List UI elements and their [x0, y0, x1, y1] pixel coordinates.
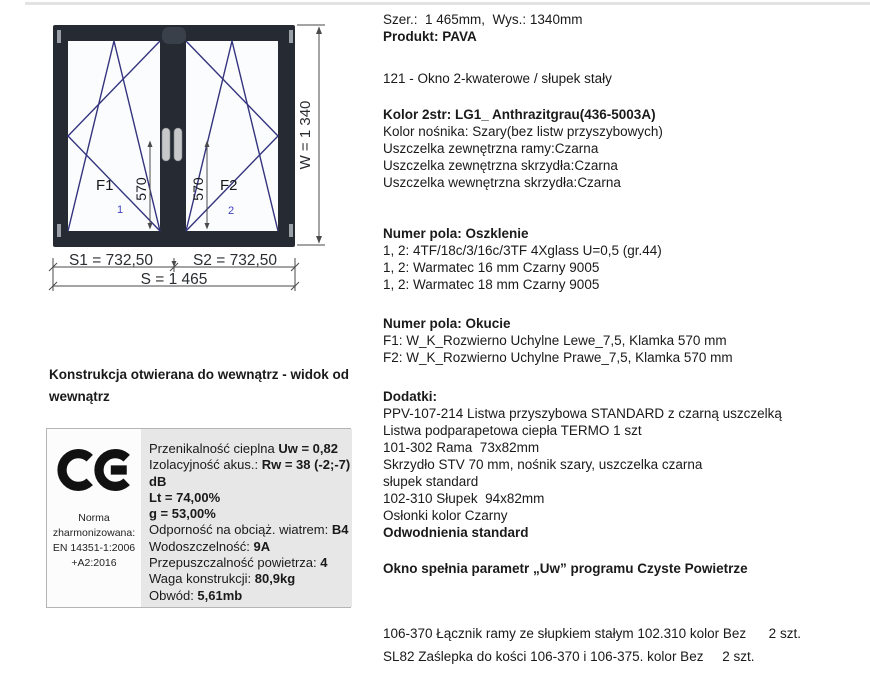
spec-column: [383, 11, 865, 668]
ce-property-value: B4: [331, 522, 349, 538]
glass-pane-1: [68, 41, 160, 231]
ce-property-label: Przenikalność cieplna: [149, 441, 279, 456]
ce-property-value: g = 53,00%: [149, 506, 216, 522]
ce-property-row: [149, 588, 350, 604]
ce-properties: [141, 429, 352, 607]
hinge-icon: [57, 30, 61, 43]
ce-property-value: Uw = 0,82: [278, 441, 338, 456]
spec-block: [383, 106, 865, 191]
ce-property-row: [149, 457, 350, 473]
hinge-icon: [57, 224, 61, 237]
spec-line: Dodatki:: [383, 389, 437, 404]
ce-certificate-box: [46, 428, 351, 608]
pane-number-2: 2: [228, 205, 235, 217]
norm-line: Norma: [78, 512, 110, 524]
spec-block: [383, 388, 865, 541]
ce-property-value: 80,9kg: [254, 571, 296, 587]
spec-block: [383, 560, 865, 577]
spec-line: Okno spełnia parametr „Uw” programu Czyste Powietrze: [383, 561, 748, 576]
spec-line: 121 - Okno 2-kwaterowe / słupek stały: [383, 71, 612, 86]
spec-line: Listwa podparapetowa ciepła TERMO 1 szt: [383, 423, 642, 438]
spec-line: Numer pola: Oszklenie: [383, 226, 529, 241]
ce-property-value: 5,61mb: [197, 587, 243, 603]
spec-line: Kolor nośnika: Szary(bez listw przyszybowych): [383, 124, 663, 139]
mullion-cap: [162, 27, 186, 44]
arrow-up-icon: [316, 27, 322, 35]
window-diagram: [0, 0, 360, 300]
harmonized-norm: [47, 511, 141, 571]
spec-block: [383, 225, 865, 293]
ce-property-row: [149, 522, 350, 538]
spec-line: Skrzydło STV 70 mm, nośnik szary, uszczelka czarna: [383, 457, 703, 472]
handle-left-icon: [162, 128, 170, 161]
ce-property-row: [149, 474, 350, 490]
spec-line: 1, 2: 4TF/18c/3/16c/3TF 4Xglass U=0,5 (gr.44): [383, 243, 662, 258]
field-label-f2: F2: [220, 177, 238, 194]
spec-block: [383, 11, 865, 45]
ce-property-row: [149, 506, 350, 522]
arrow-down-icon: [316, 236, 322, 244]
spec-line: 102-310 Słupek 94x82mm: [383, 491, 545, 506]
spec-line: Kolor 2str: LG1_ Anthrazitgrau(436-5003A): [383, 107, 656, 122]
spec-line: Uszczelka zewnętrzna skrzydła:Czarna: [383, 158, 618, 173]
ce-property-row: [149, 571, 350, 587]
spec-block: [383, 622, 865, 668]
arrow-down-icon: [172, 261, 177, 267]
norm-line: zharmonizowana:: [52, 527, 136, 539]
spec-line: Odwodnienia standard: [383, 525, 529, 540]
spec-line: 101-302 Rama 73x82mm: [383, 440, 540, 455]
spec-line: 106-370 Łącznik ramy ze słupkiem stałym 102.310 kolor Bez 2 szt.: [383, 626, 801, 641]
spec-line: Osłonki kolor Czarny: [383, 508, 508, 523]
ce-property-row: [149, 441, 350, 457]
dim-label-s: S = 1 465: [140, 271, 208, 288]
ce-property-label: Waga konstrukcji:: [149, 571, 255, 587]
spec-block: [383, 70, 865, 87]
spec-line: Uszczelka wewnętrzna skrzydła:Czarna: [383, 175, 621, 190]
ce-property-row: [149, 490, 350, 506]
norm-line: EN 14351-1:2006: [52, 542, 136, 554]
ce-property-value: 4: [320, 555, 328, 571]
hinge-icon: [289, 30, 293, 43]
ce-property-label: Obwód:: [149, 587, 198, 603]
ce-mark-icon: [52, 442, 136, 498]
spec-line: Uszczelka zewnętrzna ramy:Czarna: [383, 141, 599, 156]
spec-line: słupek standard: [383, 474, 479, 489]
spec-line: SL82 Zaślepka do kości 106-370 i 106-375. kolor Bez 2 szt.: [383, 649, 755, 664]
spec-line: Numer pola: Okucie: [383, 316, 511, 331]
pane-number-1: 1: [117, 204, 124, 216]
spec-line: 1, 2: Warmatec 18 mm Czarny 9005: [383, 277, 600, 292]
glass-pane-2: [186, 41, 278, 231]
construction-heading: [49, 364, 379, 408]
ce-property-label: Odporność na obciąż. wiatrem:: [149, 522, 332, 538]
ce-property-row: [149, 555, 350, 571]
ce-property-value: dB: [149, 473, 167, 489]
handle-right-icon: [174, 128, 182, 161]
spec-line: F2: W_K_Rozwierno Uchylne Prawe_7,5, Klamka 570 mm: [383, 350, 733, 365]
dim-label-570-right: 570: [190, 177, 206, 201]
norm-line: +A2:2016: [71, 557, 117, 569]
spec-block: [383, 315, 865, 366]
ce-property-row: [149, 539, 350, 555]
field-label-f1: F1: [96, 177, 114, 194]
ce-property-label: Wodoszczelność:: [149, 538, 254, 554]
construction-heading-line1: Konstrukcja otwierana do wewnątrz - widok od: [49, 367, 350, 382]
dim-label-570-left: 570: [133, 177, 149, 201]
spec-line: PPV-107-214 Listwa przyszybowa STANDARD z czarną uszczelką: [383, 406, 782, 421]
ce-property-label: Izolacyjność akus.:: [149, 457, 262, 473]
spec-line: 1, 2: Warmatec 16 mm Czarny 9005: [383, 260, 600, 275]
ce-property-value: Lt = 74,00%: [149, 489, 221, 505]
spec-line: Produkt: PAVA: [383, 29, 477, 44]
ce-mark-cell: [47, 429, 141, 607]
hinge-icon: [289, 224, 293, 237]
spec-line: Szer.: 1 465mm, Wys.: 1340mm: [383, 12, 583, 27]
dim-label-s2: S2 = 732,50: [192, 252, 278, 269]
ce-property-value: 9A: [253, 538, 271, 554]
dim-label-width: W = 1 340: [297, 100, 314, 170]
ce-property-value: Rw = 38 (-2;-7): [261, 457, 351, 473]
ce-property-label: Przepuszczalność powietrza:: [149, 555, 321, 571]
spec-line: F1: W_K_Rozwierno Uchylne Lewe_7,5, Klamka 570 mm: [383, 333, 727, 348]
dim-label-s1: S1 = 732,50: [68, 252, 154, 269]
construction-heading-line2: wewnątrz: [49, 389, 110, 404]
